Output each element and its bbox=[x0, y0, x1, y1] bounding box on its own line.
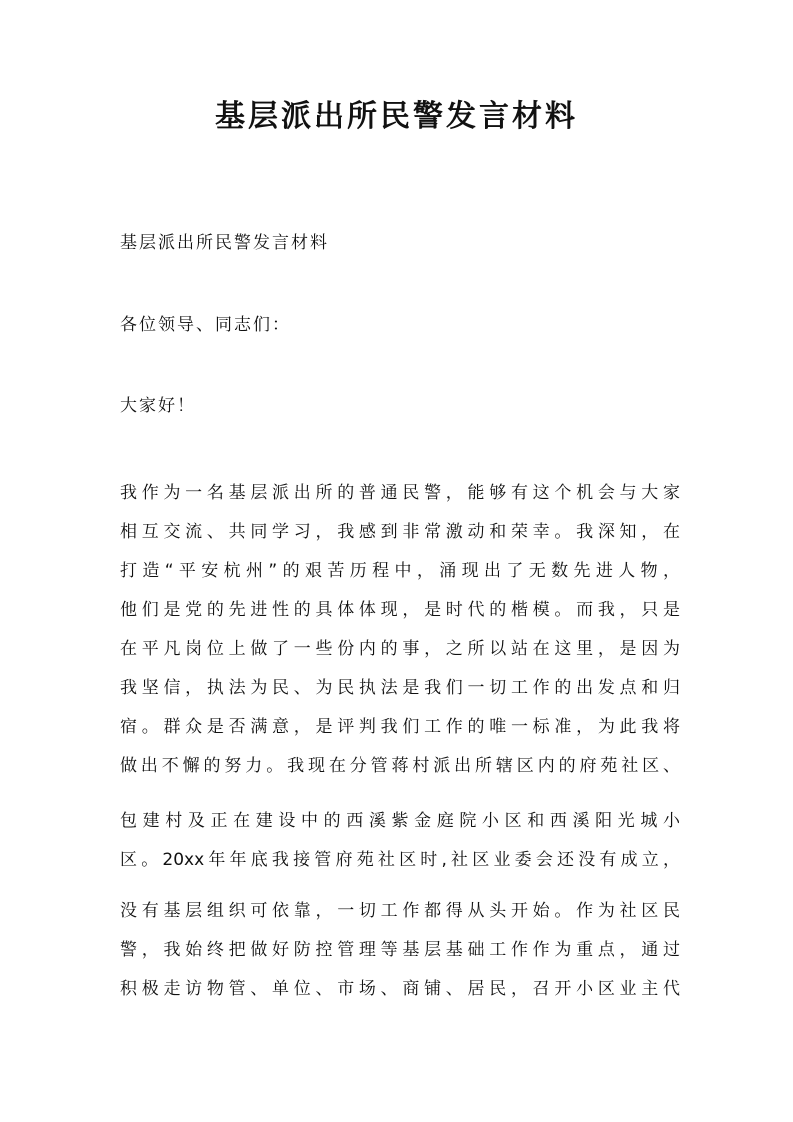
body-line-11: 没有基层组织可依靠，一切工作都得从头开始。作为社区民 bbox=[120, 901, 680, 921]
greeting: 大家好！ bbox=[120, 396, 196, 416]
body-line-8: 做出不懈的努力。我现在分管蒋村派出所辖区内的府苑社区、 bbox=[120, 756, 680, 776]
body-line-2: 相互交流、共同学习，我感到非常激动和荣幸。我深知，在 bbox=[120, 522, 680, 542]
body-line-4: 他们是党的先进性的具体体现，是时代的楷模。而我，只是 bbox=[120, 600, 680, 620]
body-line-13: 积极走访物管、单位、市场、商铺、居民，召开小区业主代 bbox=[120, 979, 680, 999]
body-line-5: 在平凡岗位上做了一些份内的事，之所以站在这里，是因为 bbox=[120, 639, 680, 659]
body-line-6: 我坚信，执法为民、为民执法是我们一切工作的出发点和归 bbox=[120, 678, 680, 698]
body-line-3: 打造“平安杭州”的艰苦历程中，涌现出了无数先进人物， bbox=[120, 561, 680, 581]
body-line-9: 包建村及正在建设中的西溪紫金庭院小区和西溪阳光城小 bbox=[120, 811, 680, 831]
body-line-1: 我作为一名基层派出所的普通民警，能够有这个机会与大家 bbox=[120, 483, 680, 503]
document-title: 基层派出所民警发言材料 bbox=[215, 99, 578, 134]
body-line-12: 警，我始终把做好防控管理等基层基础工作作为重点，通过 bbox=[120, 940, 680, 960]
body-line-10: 区。20xx年年底我接管府苑社区时,社区业委会还没有成立， bbox=[120, 850, 680, 870]
salutation: 各位领导、同志们： bbox=[120, 315, 291, 335]
document-subtitle: 基层派出所民警发言材料 bbox=[120, 233, 329, 253]
body-line-7: 宿。群众是否满意，是评判我们工作的唯一标准，为此我将 bbox=[120, 717, 680, 737]
